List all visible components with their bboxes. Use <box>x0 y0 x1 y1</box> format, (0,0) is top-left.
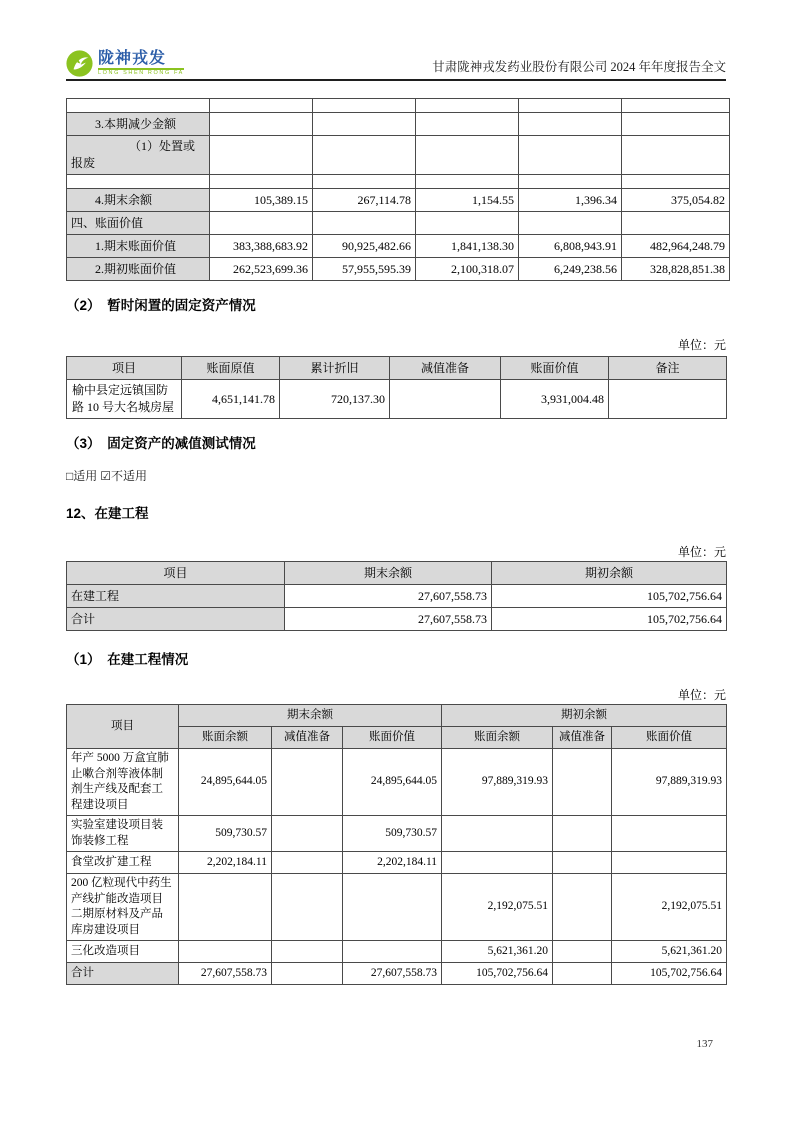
column-header: 账面价值 <box>343 727 442 749</box>
cell-value <box>343 874 442 941</box>
logo-text-block <box>98 51 184 77</box>
cell-value: 2,100,318.07 <box>416 258 519 281</box>
table-row <box>67 941 727 963</box>
cell-value: 90,925,482.66 <box>313 235 416 258</box>
cell-value: 5,621,361.20 <box>612 941 727 963</box>
column-header: 账面余额 <box>179 727 272 749</box>
table-row <box>67 852 727 874</box>
cell-value <box>179 941 272 963</box>
cell-value <box>609 380 727 419</box>
column-header: 减值准备 <box>553 727 612 749</box>
cell-value <box>416 113 519 136</box>
row-label: 榆中县定远镇国防路 10 号大名城房屋 <box>67 380 182 419</box>
table-row <box>67 258 730 281</box>
table-header-row <box>67 562 727 585</box>
row-label: 2.期初账面价值 <box>67 258 210 281</box>
unit-label: 单位：元 <box>677 338 726 352</box>
column-header: 累计折旧 <box>280 357 390 380</box>
fixed-assets-continuation-table <box>66 98 730 281</box>
logo-icon <box>66 50 93 77</box>
row-label: 合计 <box>67 608 285 631</box>
cell-value: 720,137.30 <box>280 380 390 419</box>
cell-value <box>612 816 727 852</box>
row-label <box>67 99 210 113</box>
column-header: 项目 <box>67 705 179 749</box>
cell-value <box>519 113 622 136</box>
cell-value <box>272 874 343 941</box>
cell-value: 1,396.34 <box>519 189 622 212</box>
cell-value <box>519 212 622 235</box>
cell-value <box>622 99 730 113</box>
cell-value: 6,249,238.56 <box>519 258 622 281</box>
row-label: （1）处置或报废 <box>67 136 210 175</box>
table-row <box>67 816 727 852</box>
row-label: 在建工程 <box>67 585 285 608</box>
row-label: 食堂改扩建工程 <box>67 852 179 874</box>
cell-value: 267,114.78 <box>313 189 416 212</box>
table-row <box>67 99 730 113</box>
cell-value: 1,154.55 <box>416 189 519 212</box>
cell-value <box>390 380 501 419</box>
cell-value: 27,607,558.73 <box>285 608 492 631</box>
row-label: 年产 5000 万盒宜肺止嗽合剂等液体制剂生产线及配套工程建设项目 <box>67 749 179 816</box>
cell-value: 27,607,558.73 <box>285 585 492 608</box>
cell-value <box>313 99 416 113</box>
cell-value: 24,895,644.05 <box>179 749 272 816</box>
column-group-header: 期末余额 <box>179 705 442 727</box>
cell-value <box>553 963 612 985</box>
cip-summary-table <box>66 561 727 631</box>
cell-value: 383,388,683.92 <box>210 235 313 258</box>
cell-value <box>612 852 727 874</box>
cell-value <box>272 816 343 852</box>
row-label: 合计 <box>67 963 179 985</box>
checkbox-checked-icon: ☑ <box>100 469 112 483</box>
cell-value: 5,621,361.20 <box>442 941 553 963</box>
cell-value: 97,889,319.93 <box>612 749 727 816</box>
cell-value: 105,702,756.64 <box>492 585 727 608</box>
table-row <box>67 874 727 941</box>
cell-value <box>210 113 313 136</box>
cell-value <box>622 175 730 189</box>
table-header-row <box>67 705 727 727</box>
cell-value <box>519 136 622 175</box>
cell-value: 3,931,004.48 <box>501 380 609 419</box>
cell-value: 6,808,943.91 <box>519 235 622 258</box>
cell-value <box>416 212 519 235</box>
section-impairment-title: （3） 固定资产的减值测试情况 <box>66 436 256 451</box>
cell-value: 57,955,595.39 <box>313 258 416 281</box>
column-header: 账面价值 <box>612 727 727 749</box>
column-header: 账面原值 <box>182 357 280 380</box>
cell-value <box>553 874 612 941</box>
cell-value <box>553 941 612 963</box>
cell-value <box>313 212 416 235</box>
cell-value <box>210 175 313 189</box>
cell-value <box>442 852 553 874</box>
column-header: 账面价值 <box>501 357 609 380</box>
column-header: 项目 <box>67 357 182 380</box>
cell-value: 4,651,141.78 <box>182 380 280 419</box>
checkbox-unchecked-icon: □ <box>66 469 74 483</box>
column-header: 减值准备 <box>390 357 501 380</box>
cell-value: 482,964,248.79 <box>622 235 730 258</box>
column-group-header: 期初余额 <box>442 705 727 727</box>
page-number: 137 <box>696 1038 713 1050</box>
cell-value: 27,607,558.73 <box>343 963 442 985</box>
cell-value: 509,730.57 <box>179 816 272 852</box>
report-title: 甘肃陇神戎发药业股份有限公司 2024 年年度报告全文 <box>432 60 726 74</box>
cell-value: 105,702,756.64 <box>492 608 727 631</box>
section-idle-assets-title: （2） 暂时闲置的固定资产情况 <box>66 298 256 313</box>
page-header <box>66 0 726 77</box>
section-cip-title: 12、在建工程 <box>66 506 149 521</box>
row-label: 1.期末账面价值 <box>67 235 210 258</box>
cell-value <box>272 941 343 963</box>
cell-value <box>210 99 313 113</box>
row-label <box>67 175 210 189</box>
cell-value: 105,702,756.64 <box>612 963 727 985</box>
row-label: 三化改造项目 <box>67 941 179 963</box>
column-header: 项目 <box>67 562 285 585</box>
column-header: 期初余额 <box>492 562 727 585</box>
cell-value <box>442 816 553 852</box>
cell-value <box>416 175 519 189</box>
cell-value: 27,607,558.73 <box>179 963 272 985</box>
cell-value <box>272 963 343 985</box>
cell-value <box>416 99 519 113</box>
table-row <box>67 963 727 985</box>
table-row <box>67 212 730 235</box>
idle-assets-table <box>66 356 727 419</box>
table-row <box>67 136 730 175</box>
row-label: 4.期末余额 <box>67 189 210 212</box>
applicability-line <box>66 468 726 484</box>
company-logo <box>66 50 184 77</box>
section-cip-detail-title: （1） 在建工程情况 <box>66 652 189 667</box>
table-row <box>67 235 730 258</box>
table-row <box>67 749 727 816</box>
table-row <box>67 113 730 136</box>
logo-text-cn: 陇神戎发 <box>98 49 167 67</box>
cell-value: 375,054.82 <box>622 189 730 212</box>
page-container <box>66 0 726 985</box>
row-label: 3.本期减少金额 <box>67 113 210 136</box>
table-row <box>67 608 727 631</box>
cell-value: 509,730.57 <box>343 816 442 852</box>
cell-value <box>313 136 416 175</box>
logo-text-en: LONG SHEN RONG FA <box>98 69 184 76</box>
cell-value: 2,192,075.51 <box>442 874 553 941</box>
not-apply-label: 不适用 <box>111 469 148 483</box>
apply-label: 适用 <box>73 469 98 483</box>
cell-value <box>313 175 416 189</box>
cell-value <box>553 816 612 852</box>
header-rule <box>66 79 726 81</box>
cell-value <box>272 852 343 874</box>
cell-value <box>622 212 730 235</box>
cell-value <box>553 852 612 874</box>
cell-value: 2,202,184.11 <box>179 852 272 874</box>
cell-value: 105,389.15 <box>210 189 313 212</box>
cell-value: 105,702,756.64 <box>442 963 553 985</box>
cell-value <box>519 175 622 189</box>
cell-value: 97,889,319.93 <box>442 749 553 816</box>
table-row <box>67 175 730 189</box>
column-header: 减值准备 <box>272 727 343 749</box>
column-header: 期末余额 <box>285 562 492 585</box>
column-header: 账面余额 <box>442 727 553 749</box>
cell-value <box>622 113 730 136</box>
cell-value: 24,895,644.05 <box>343 749 442 816</box>
cip-detail-table <box>66 704 727 985</box>
cell-value <box>179 874 272 941</box>
cell-value: 328,828,851.38 <box>622 258 730 281</box>
cell-value: 2,192,075.51 <box>612 874 727 941</box>
cell-value: 2,202,184.11 <box>343 852 442 874</box>
table-row <box>67 189 730 212</box>
cell-value <box>343 941 442 963</box>
cell-value: 1,841,138.30 <box>416 235 519 258</box>
unit-label: 单位：元 <box>677 688 726 702</box>
cell-value <box>553 749 612 816</box>
table-row <box>67 585 727 608</box>
cell-value: 262,523,699.36 <box>210 258 313 281</box>
unit-label: 单位：元 <box>677 545 726 559</box>
cell-value <box>210 212 313 235</box>
row-label: 实验室建设项目装饰装修工程 <box>67 816 179 852</box>
cell-value <box>210 136 313 175</box>
cell-value <box>272 749 343 816</box>
row-label: 200 亿粒现代中药生产线扩能改造项目二期原材料及产品库房建设项目 <box>67 874 179 941</box>
row-label: 四、账面价值 <box>67 212 210 235</box>
cell-value <box>519 99 622 113</box>
cell-value <box>622 136 730 175</box>
cell-value <box>416 136 519 175</box>
table-header-row <box>67 357 727 380</box>
table-row <box>67 380 727 419</box>
cell-value <box>313 113 416 136</box>
column-header: 备注 <box>609 357 727 380</box>
